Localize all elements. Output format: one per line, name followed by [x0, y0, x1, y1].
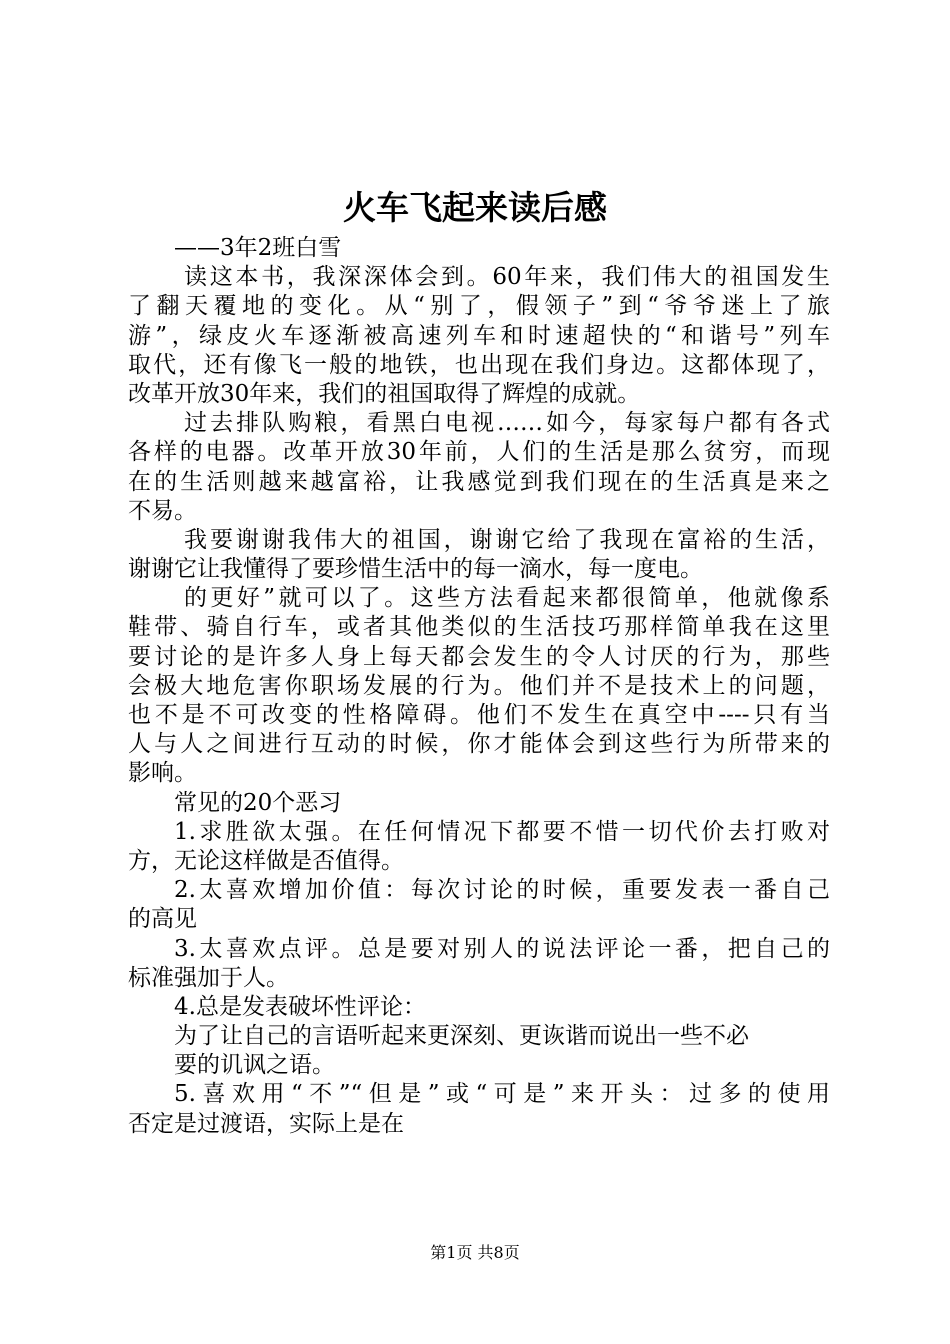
body-line: 3.太喜欢点评。总是要对别人的说法评论一番，把自己的 [174, 935, 830, 962]
document-body [128, 234, 830, 1139]
body-line: 要讨论的是许多人身上每天都会发生的令人讨厌的行为，那些 [128, 643, 830, 670]
body-line: 过去排队购粮，看黑白电视……如今，每家每户都有各式 [184, 410, 830, 437]
body-line: 1.求胜欲太强。在任何情况下都要不惜一切代价去打败对 [174, 818, 830, 845]
body-line: 的更好”就可以了。这些方法看起来都很简单，他就像系 [184, 585, 830, 612]
body-line: 我要谢谢我伟大的祖国，谢谢它给了我现在富裕的生活， [184, 526, 830, 553]
body-line: 游”，绿皮火车逐渐被高速列车和时速超快的“和谐号”列车 [128, 322, 830, 349]
body-line: 人与人之间进行互动的时候，你才能体会到这些行为所带来的 [128, 731, 830, 758]
body-line: 在的生活则越来越富裕，让我感觉到我们现在的生活真是来之 [128, 468, 830, 495]
body-line: 的高见 [128, 906, 197, 933]
body-line: 会极大地危害你职场发展的行为。他们并不是技术上的问题， [128, 672, 830, 699]
body-line: 读这本书，我深深体会到。60年来，我们伟大的祖国发生 [184, 264, 830, 291]
body-line: 了翻天覆地的变化。从“别了，假领子”到“爷爷迷上了旅 [128, 293, 830, 320]
body-line: 也不是不可改变的性格障碍。他们不发生在真空中----只有当 [128, 702, 830, 728]
body-line: 改革开放30年来，我们的祖国取得了辉煌的成就。 [128, 380, 641, 407]
document-title: 火车飞起来读后感 [343, 188, 607, 227]
body-line: 常见的20个恶习 [174, 789, 342, 816]
body-line: 取代，还有像飞一般的地铁，也出现在我们身边。这都体现了， [128, 351, 830, 378]
body-line: 否定是过渡语，实际上是在 [128, 1110, 404, 1137]
body-line: 各样的电器。改革开放30年前，人们的生活是那么贫穷，而现 [128, 439, 830, 466]
body-line: 影响。 [128, 760, 197, 787]
page-footer: 第1页 共8页 [430, 1243, 520, 1262]
body-line: 5.喜欢用“不”“但是”或“可是”来开头：过多的使用 [174, 1081, 830, 1108]
body-line: 鞋带、骑自行车，或者其他类似的生活技巧那样简单我在这里 [128, 614, 830, 641]
body-line: 标准强加于人。 [128, 964, 289, 991]
body-line: 为了让自己的言语听起来更深刻、更诙谐而说出一些不必 [174, 1023, 749, 1050]
body-line: ——3年2班白雪 [174, 235, 342, 261]
body-line: 2.太喜欢增加价值：每次讨论的时候，重要发表一番自己 [174, 877, 830, 904]
body-line: 要的讥讽之语。 [174, 1052, 335, 1079]
body-line: 不易。 [128, 497, 197, 524]
body-line: 方，无论这样做是否值得。 [128, 847, 404, 874]
body-line: 谢谢它让我懂得了要珍惜生活中的每一滴水，每一度电。 [128, 556, 703, 583]
body-line: 4.总是发表破坏性评论： [174, 993, 426, 1020]
